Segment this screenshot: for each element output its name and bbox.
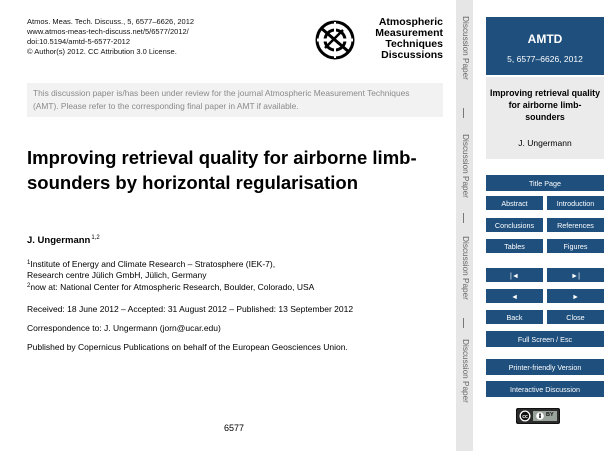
header-meta xyxy=(27,17,194,57)
next-page-button[interactable]: ► xyxy=(547,289,604,303)
author-affil-sup: 1,2 xyxy=(91,235,100,241)
strip-label-2: Discussion Paper xyxy=(461,134,470,198)
affiliations xyxy=(27,258,314,293)
strip-label-4: Discussion Paper xyxy=(461,339,470,403)
affil-2-text: now at: National Center for Atmospheric Research, Boulder, Colorado, USA xyxy=(30,282,315,292)
logo-line-3: Techniques xyxy=(385,38,443,50)
navigation-panel xyxy=(474,0,612,451)
fullscreen-button[interactable]: Full Screen / Esc xyxy=(486,331,604,347)
printer-friendly-button[interactable]: Printer-friendly Version xyxy=(486,359,604,375)
author-name: J. Ungermann xyxy=(27,235,91,246)
review-notice: This discussion paper is/has been under review for the journal Atmospheric Measurement Techniques (AMT). Please refer to the corresponding final paper in AMT if available. xyxy=(33,88,410,111)
author-line xyxy=(27,235,100,246)
last-page-button[interactable]: ►| xyxy=(547,268,604,282)
interactive-discussion-button[interactable]: Interactive Discussion xyxy=(486,381,604,397)
logo-line-2: Measurement xyxy=(375,27,443,39)
affil-2-sup: 2 xyxy=(27,283,31,289)
strip-label-3: Discussion Paper xyxy=(461,236,470,300)
affiliation-2 xyxy=(27,281,314,293)
paper-info-box xyxy=(486,77,604,159)
cc-by-label: BY xyxy=(546,412,554,418)
references-button[interactable]: References xyxy=(547,218,604,232)
first-page-button[interactable]: |◄ xyxy=(486,268,543,282)
journal-line: Atmos. Meas. Tech. Discuss., 5, 6577–6626, 2012 xyxy=(27,17,195,26)
conclusions-button[interactable]: Conclusions xyxy=(486,218,543,232)
journal-header-box xyxy=(486,17,604,75)
dates-line: Received: 18 June 2012 – Accepted: 31 August 2012 – Published: 13 September 2012 xyxy=(27,304,354,314)
close-button[interactable]: Close xyxy=(547,310,604,324)
page-number: 6577 xyxy=(224,423,245,433)
cc-license-badge[interactable] xyxy=(516,408,560,424)
figures-button[interactable]: Figures xyxy=(547,239,604,253)
paper-url[interactable]: www.atmos-meas-tech-discuss.net/5/6577/2012/ xyxy=(27,27,189,36)
svg-text:cc: cc xyxy=(522,414,528,420)
egu-logo-icon xyxy=(313,18,357,62)
panel-author: J. Ungermann xyxy=(518,138,572,148)
review-notice-box xyxy=(27,83,443,117)
license-line: © Author(s) 2012. CC Attribution 3.0 License. xyxy=(27,47,177,56)
logo-line-4: Discussions xyxy=(381,49,443,61)
affil-1-sup: 1 xyxy=(27,260,31,266)
back-button[interactable]: Back xyxy=(486,310,543,324)
journal-volume: 5, 6577–6626, 2012 xyxy=(507,54,583,64)
paper-title: Improving retrieval quality for airborne limb-sounders by horizontal regularisation xyxy=(27,147,417,193)
logo-line-1: Atmospheric xyxy=(378,16,443,28)
paper-doi: doi:10.5194/amtd-5-6577-2012 xyxy=(27,37,130,46)
affiliation-1-line-2: Research centre Jülich GmbH, Jülich, Germany xyxy=(27,270,207,280)
short-title: Improving retrieval quality for airborne limb-sounders xyxy=(490,88,600,122)
correspondence-line[interactable]: Correspondence to: J. Ungermann (jorn@ucar.edu) xyxy=(27,323,221,333)
title-page-button[interactable]: Title Page xyxy=(486,175,604,191)
previous-page-button[interactable]: ◄ xyxy=(486,289,543,303)
tables-button[interactable]: Tables xyxy=(486,239,543,253)
publisher-line: Published by Copernicus Publications on behalf of the European Geosciences Union. xyxy=(27,342,348,352)
journal-abbrev: AMTD xyxy=(527,32,563,46)
abstract-button[interactable]: Abstract xyxy=(486,196,543,210)
logo-text xyxy=(375,17,443,61)
affiliation-1-line-1 xyxy=(27,258,314,270)
strip-label-1: Discussion Paper xyxy=(461,16,470,80)
introduction-button[interactable]: Introduction xyxy=(547,196,604,210)
journal-logo xyxy=(313,16,443,66)
affil-1-text-1: Institute of Energy and Climate Research – Stratosphere (IEK-7), xyxy=(30,259,276,269)
discussion-paper-strip xyxy=(456,0,473,451)
